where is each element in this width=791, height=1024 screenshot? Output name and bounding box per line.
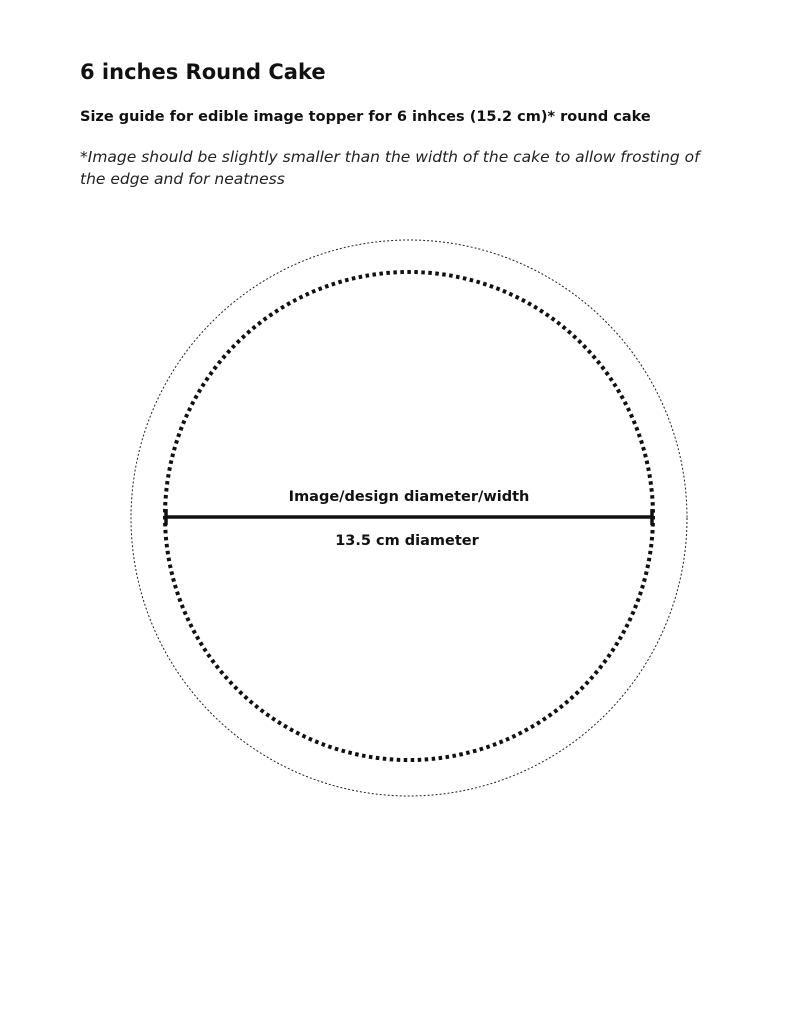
frosting-note: *Image should be slightly smaller than the width of the cake to allow frosting of the edge and for neatness (80, 148, 700, 188)
page-title: 6 inches Round Cake (80, 60, 326, 84)
image-diameter-label: Image/design diameter/width (288, 489, 530, 505)
diameter-measure-label: 13.5 cm diameter (335, 533, 479, 549)
page-subtitle: Size guide for edible image topper for 6 inhces (15.2 cm)* round cake (80, 109, 651, 125)
